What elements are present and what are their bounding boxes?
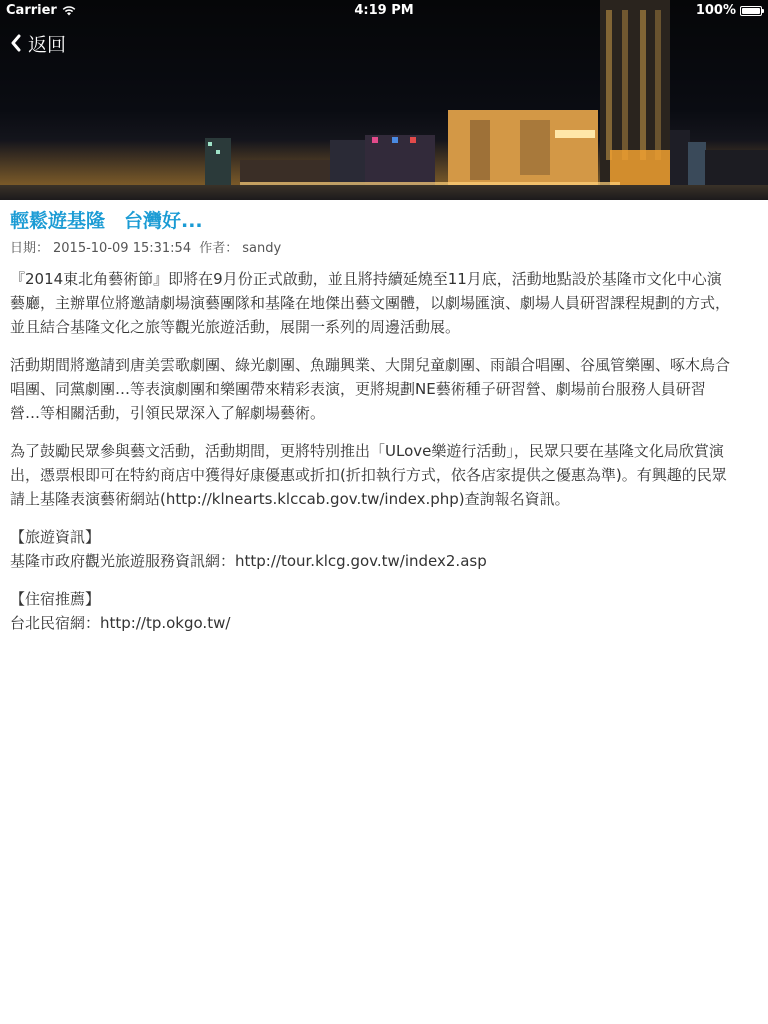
status-bar (0, 0, 768, 20)
chevron-left-icon (10, 34, 22, 52)
travel-link[interactable]: 基隆市政府觀光旅遊服務資訊網：http://tour.klcg.gov.tw/index2.asp (10, 552, 487, 570)
battery-indicator (696, 3, 762, 18)
paragraph: 『2014東北角藝術節』即將在9月份正式啟動，並且將持續延燒至11月底，活動地點設於基隆市文化中心演藝廳，主辦單位將邀請劇場演藝團隊和基隆在地傑出藝文團體，以劇場匯演、劇場人員研習課程規劃的方式，並且結合基隆文化之旅等觀光旅遊活動，展開一系列的周邊活動展。 (10, 270, 731, 336)
status-time: 4:19 PM (354, 3, 414, 18)
article (10, 205, 734, 649)
city-skyline-image (0, 0, 768, 200)
article-title: 輕鬆遊基隆 台灣好... (10, 210, 203, 232)
article-author: sandy (242, 241, 282, 256)
back-button[interactable] (10, 30, 66, 56)
back-label: 返回 (28, 33, 67, 56)
header-image (0, 0, 768, 200)
lodging-link[interactable]: 台北民宿網：http://tp.okgo.tw/ (10, 614, 231, 632)
date-label: 日期： (10, 241, 50, 256)
travel-section (10, 525, 734, 573)
article-meta (10, 239, 734, 259)
battery-icon (740, 6, 762, 16)
author-label: 作者： (199, 241, 239, 256)
carrier-label: Carrier (6, 3, 57, 18)
lodging-section (10, 587, 734, 635)
travel-heading: 【旅遊資訊】 (10, 528, 101, 546)
article-date: 2015-10-09 15:31:54 (53, 241, 192, 256)
battery-percent: 100% (695, 3, 736, 18)
paragraph: 活動期間將邀請到唐美雲歌劇團、綠光劇團、魚蹦興業、大開兒童劇團、雨韻合唱團、谷風管樂團、啄木鳥合唱團、同黨劇團…等表演劇團和樂團帶來精彩表演，更將規劃NE藝術種子研習營、劇場前台服務人員研習營…等相關活動，引領民眾深入了解劇場藝術。 (10, 356, 731, 422)
article-body (10, 267, 734, 635)
paragraph: 為了鼓勵民眾參與藝文活動，活動期間，更將特別推出「ULove樂遊行活動」，民眾只要在基隆文化局欣賞演出，憑票根即可在特約商店中獲得好康優惠或折扣(折扣執行方式，依各店家提供之優惠為準)。有興趣的民眾請上基隆表演藝術網站(http://klnearts.klccab.gov.tw/index.php)查詢報名資訊。 (10, 442, 727, 508)
lodging-heading: 【住宿推薦】 (10, 590, 101, 608)
